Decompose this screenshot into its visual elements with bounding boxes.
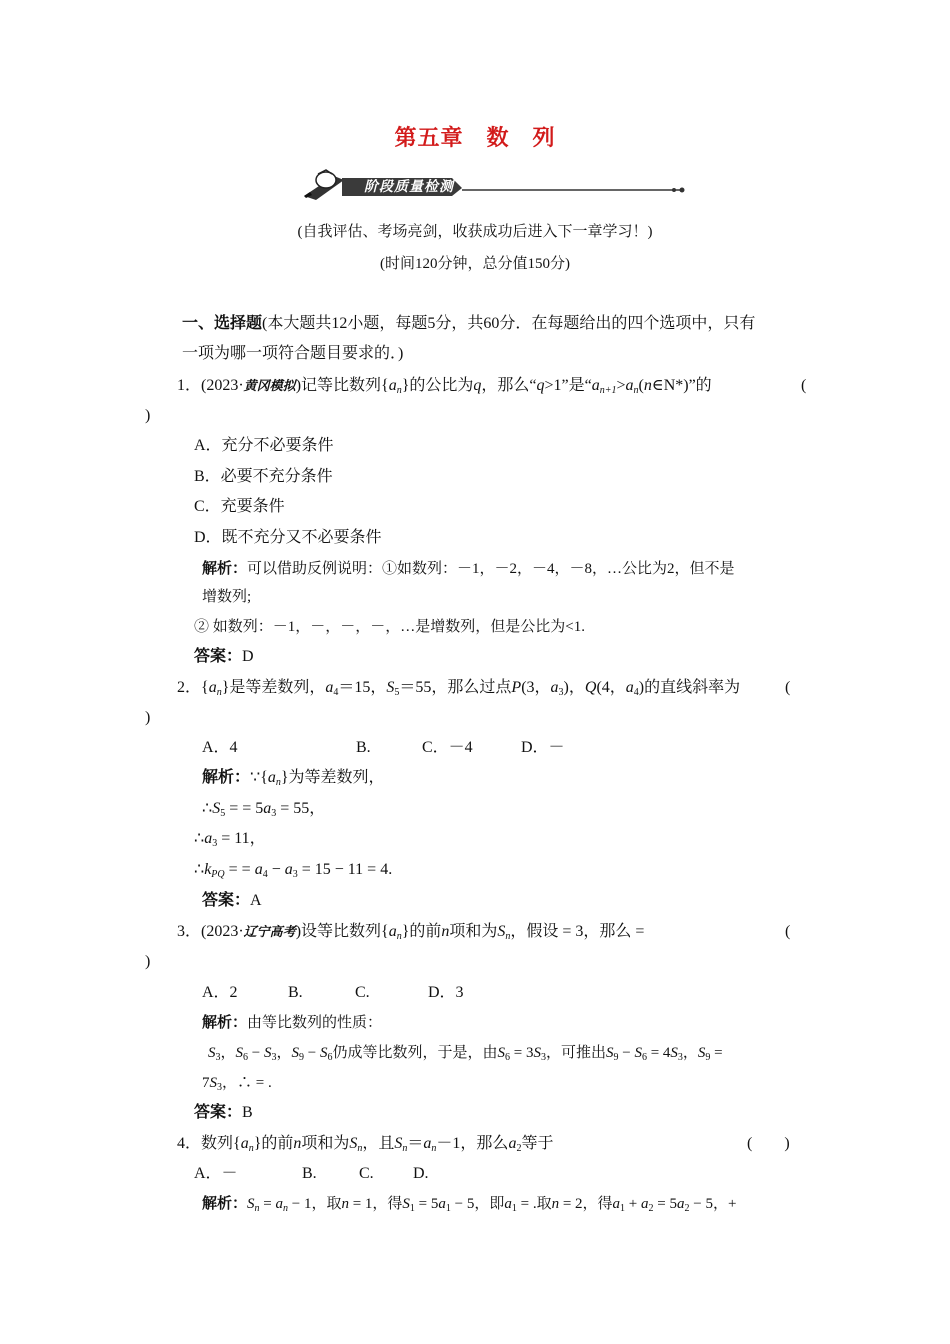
q2-option-c: C．－4	[422, 739, 473, 756]
q2-answer: 答案：A	[202, 892, 262, 909]
q3-option-a: A．2	[202, 984, 238, 1001]
q1-answer-paren-close: )	[145, 407, 151, 424]
q4-solution-line1: 解析：$S_n = a_n - 1$，取n = 1，得$S_1 = 5a_1 - 5$，即$a_1$ = .取n = 2，得$a_1 + a_2 = 5a_2 - 5$，+	[202, 1196, 737, 1214]
q1-option-b: B．必要不充分条件	[194, 468, 333, 485]
q3-answer-paren-close: )	[145, 953, 151, 970]
q3-option-c: C.	[355, 984, 370, 1001]
q3-solution-line2: $S_3$，$S_6 - S_3$，$S_9 - S_6$仍成等比数列，于是，由$S_6 = 3S_3$，可推出$S_9 - S_6 = 4S_3$，$S_9$ =	[208, 1045, 723, 1063]
banner-label: 阶段质量检测	[364, 179, 454, 195]
q1-option-a: A．充分不必要条件	[194, 437, 334, 454]
section-intro-line2: 一项为哪一项符合题目要求的．)	[182, 345, 404, 362]
q2-solution-line3: $\therefore a_3 = 11$，	[194, 830, 266, 849]
q2-option-d: D．－	[521, 739, 565, 756]
q4-option-b: B.	[302, 1165, 317, 1182]
q4-option-d: D.	[413, 1165, 429, 1182]
q4-option-a: A．－	[194, 1165, 238, 1182]
q3-answer-paren-open: (	[785, 923, 791, 940]
q2-stem: 2．$\{a_n\}$是等差数列，$a_4=15$，$S_5=55$，那么过点P(3，$a_3$)，Q(4，$a_4$)的直线斜率为	[177, 679, 741, 698]
q2-answer-paren-close: )	[145, 709, 151, 726]
q1-solution-line3: ② 如数列：－1，－，－，－，…是增数列，但是公比为<1.	[194, 619, 585, 635]
q3-solution-line3: $7S_3$，∴ = .	[202, 1075, 272, 1093]
chapter-title: 第五章 数 列	[394, 125, 556, 150]
q1-solution-line2: 增数列;	[202, 589, 252, 605]
q2-solution-line1: 解析：$\because\{a_n\}$为等差数列，	[202, 769, 385, 788]
q3-solution-line1: 解析：由等比数列的性质：	[202, 1015, 383, 1031]
q1-answer-paren-open: (	[801, 377, 807, 394]
q1-answer: 答案：D	[194, 648, 254, 665]
q3-source: 辽宁高考	[243, 924, 296, 939]
q3-option-b: B.	[288, 984, 303, 1001]
q2-solution-line2: $\therefore S_5$ = = $5a_3 = 55$，	[202, 800, 326, 819]
q2-option-b: B.	[356, 739, 371, 756]
q4-answer-paren: ( )	[747, 1135, 790, 1152]
q2-solution-line4: $\therefore k_{PQ}$ = = $a_4 - a_3 = 15 - 11 = 4$.	[194, 861, 393, 880]
stage-test-banner	[302, 166, 692, 202]
q1-option-d: D．既不充分又不必要条件	[194, 529, 382, 546]
subtitle-motto: (自我评估、考场亮剑，收获成功后进入下一章学习！)	[297, 224, 653, 240]
section-head: 一、选择题	[182, 315, 263, 332]
q3-stem: 3．(2023·辽宁高考)设等比数列$\{a_n\}$的前n项和为$S_n$，假设 = 3，那么 =	[177, 923, 645, 942]
subtitle-time-score: (时间120分钟，总分值150分)	[380, 256, 570, 272]
q1-option-c: C．充要条件	[194, 498, 285, 515]
q1-source: 黄冈模拟	[243, 378, 296, 393]
section-intro-line1: 一、选择题(本大题共12小题，每题5分，共60分．在每题给出的四个选项中，只有	[182, 315, 756, 332]
q1-solution-line1: 解析：可以借助反例说明：①如数列：－1，－2，－4，－8，…公比为2，但不是	[202, 561, 735, 577]
q3-option-d: D．3	[428, 984, 464, 1001]
q1-stem: 1．(2023·黄冈模拟)记等比数列$\{a_n\}$的公比为q，那么“q>1”是“$a_{n+1}>a_n(n\in N*)$”的	[177, 377, 712, 396]
q4-option-c: C.	[359, 1165, 374, 1182]
q2-answer-paren-open: (	[785, 679, 791, 696]
q3-answer: 答案：B	[194, 1104, 253, 1121]
q4-stem: 4．数列$\{a_n\}$的前n项和为$S_n$，且$S_n=a_n-1$，那么$a_2$等于	[177, 1135, 554, 1154]
pencil-hand-icon	[302, 166, 692, 202]
q2-option-a: A．4	[202, 739, 238, 756]
